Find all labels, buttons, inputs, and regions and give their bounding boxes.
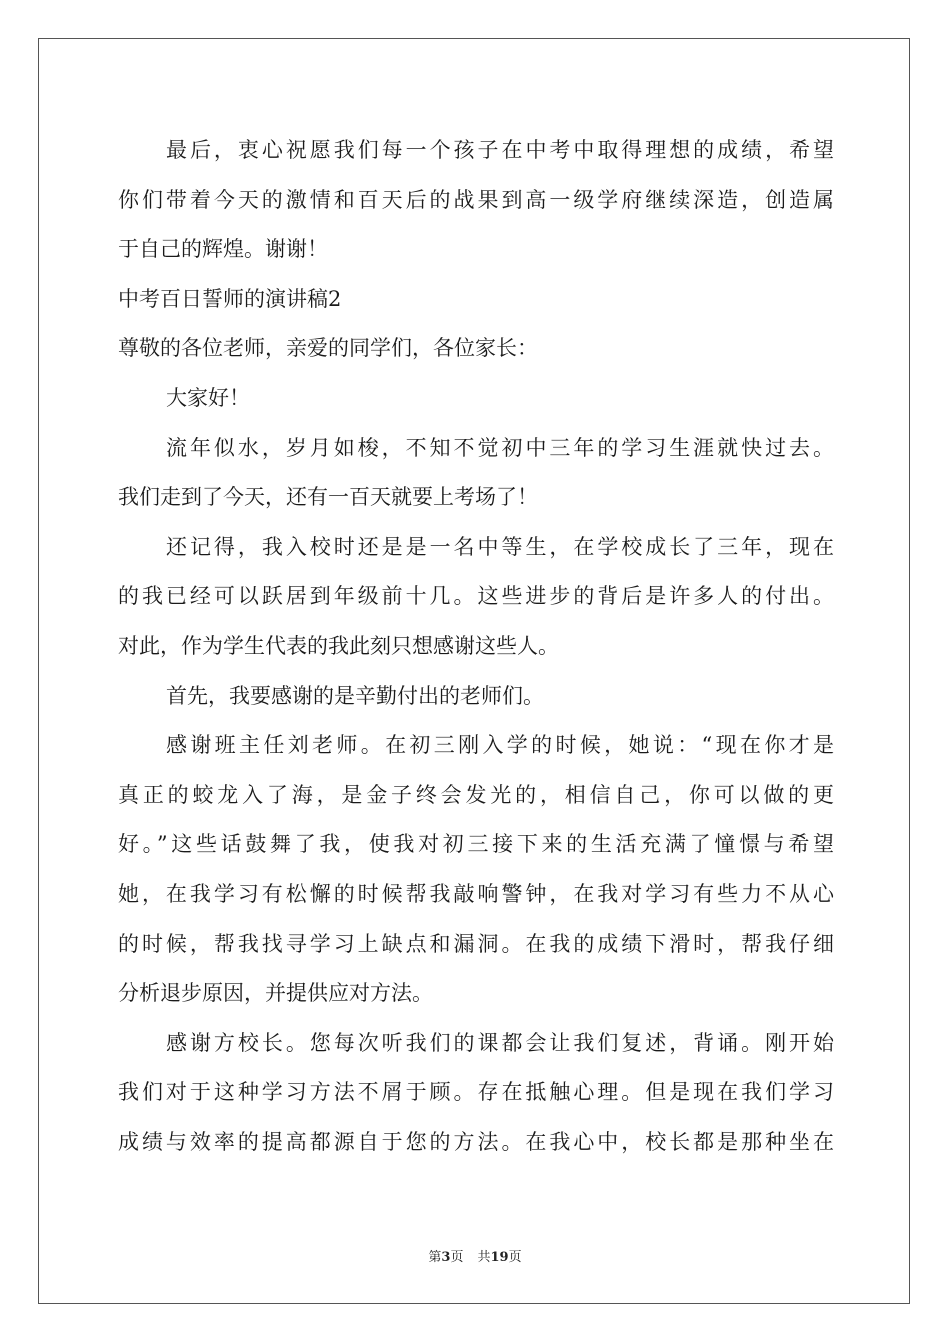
- page-footer: [0, 1246, 950, 1265]
- total-pages: 19: [490, 1250, 509, 1265]
- page-number: 3: [441, 1250, 451, 1265]
- text-line: 你们带着今天的激情和百天后的战果到高一级学府继续深造，创造属: [118, 187, 834, 212]
- text-line: 真正的蛟龙入了海，是金子终会发光的，相信自己，你可以做的更: [118, 782, 834, 807]
- greeting: 大家好！: [166, 385, 250, 410]
- text-line: 于自己的辉煌。谢谢！: [118, 237, 328, 262]
- text-line: 还记得，我入校时还是是一名中等生，在学校成长了三年，现在: [166, 534, 834, 559]
- text-line: 她，在我学习有松懈的时候帮我敲响警钟，在我对学习有些力不从心: [118, 881, 834, 906]
- section-heading: 中考百日誓师的演讲稿2: [118, 286, 342, 311]
- text-line: 成绩与效率的提高都源自于您的方法。在我心中，校长都是那种坐在: [118, 1129, 834, 1154]
- text-line: 感谢方校长。您每次听我们的课都会让我们复述，背诵。刚开始: [166, 1030, 834, 1055]
- salutation: 尊敬的各位老师，亲爱的同学们，各位家长：: [118, 336, 538, 361]
- text-line: 对此，作为学生代表的我此刻只想感谢这些人。: [118, 633, 559, 658]
- text-line: 最后，衷心祝愿我们每一个孩子在中考中取得理想的成绩，希望: [166, 138, 834, 162]
- page-prefix: 第: [428, 1250, 442, 1265]
- document-body: [118, 126, 834, 1167]
- page-suffix: 页: [450, 1250, 464, 1265]
- text-line: 首先，我要感谢的是辛勤付出的老师们。: [166, 683, 544, 708]
- text-line: 感谢班主任刘老师。在初三刚入学的时候，她说：“现在你才是: [166, 733, 834, 758]
- text-line: 的我已经可以跃居到年级前十几。这些进步的背后是许多人的付出。: [118, 584, 834, 609]
- text-line: 的时候，帮我找寻学习上缺点和漏洞。在我的成绩下滑时，帮我仔细: [118, 931, 834, 956]
- text-line: 好。”这些话鼓舞了我，使我对初三接下来的生活充满了憧憬与希望: [118, 832, 834, 857]
- total-prefix: 共: [477, 1250, 491, 1265]
- text-line: 流年似水，岁月如梭，不知不觉初中三年的学习生涯就快过去。: [166, 435, 834, 460]
- text-line: 我们走到了今天，还有一百天就要上考场了！: [118, 485, 538, 510]
- total-suffix: 页: [508, 1250, 522, 1265]
- text-line: 我们对于这种学习方法不屑于顾。存在抵触心理。但是现在我们学习: [118, 1080, 834, 1105]
- text-line: 分析退步原因，并提供应对方法。: [118, 981, 433, 1006]
